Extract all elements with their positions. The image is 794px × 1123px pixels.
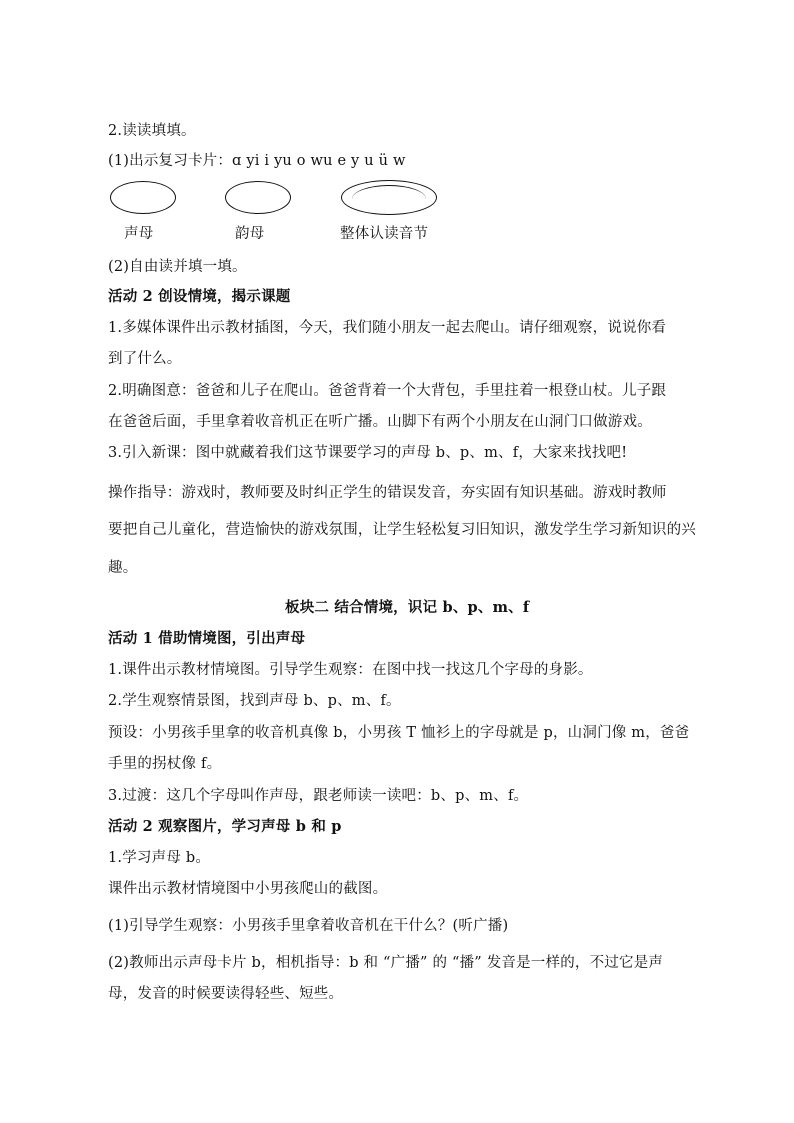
blank-ellipse-finals <box>225 181 291 214</box>
block-2-a2-p1: 1.学习声母 b。 <box>108 850 211 866</box>
block-2-a2-p1-sub: 课件出示教材情境图中小男孩爬山的截图。 <box>108 881 388 897</box>
block-2-a1-p2: 2.学生观察情景图，找到声母 b、p、m、f。 <box>108 693 401 709</box>
block-2-a2-s2-line1: (2)教师出示声母卡片 b，相机指导：b 和 “广播” 的 “播” 发音是一样的，不过它是声 <box>108 955 664 971</box>
blank-ellipse-initials <box>110 181 176 214</box>
activity-2-p1-line1: 1.多媒体课件出示教材插图，今天，我们随小朋友一起去爬山。请仔细观察，说说你看 <box>108 320 667 336</box>
activity-2-p2-line1: 2.明确图意：爸爸和儿子在爬山。爸爸背着一个大背包，手里拄着一根登山杖。儿子跟 <box>108 383 667 399</box>
block-2-a1-preset-line1: 预设：小男孩手里拿的收音机真像 b，小男孩 T 恤衫上的字母就是 p，山洞门像 m，爸爸 <box>108 725 690 741</box>
activity-2-p2-line2: 在爸爸后面，手里拿着收音机正在听广播。山脚下有两个小朋友在山洞门口做游戏。 <box>108 414 652 430</box>
activity-2-p1-line2: 到了什么。 <box>108 351 182 367</box>
guidance-line3: 趣。 <box>108 560 138 576</box>
block-2-a2-s1: (1)引导学生观察：小男孩手里拿着收音机在干什么？(听广播) <box>108 918 509 934</box>
review-card-line: (1)出示复习卡片：ɑ yi i yu o wu e y u ü w <box>108 153 406 169</box>
guidance-line2: 要把自己儿童化，营造愉快的游戏氛围，让学生轻松复习旧知识，激发学生学习新知识的兴 <box>108 522 696 538</box>
block-2-a2-s2-line2: 母，发音的时候要读得轻些、短些。 <box>108 986 344 1002</box>
label-finals: 韵母 <box>235 226 265 242</box>
section-heading: 2.读读填填。 <box>108 123 196 139</box>
block-2-a1-preset-line2: 手里的拐杖像 f。 <box>108 756 222 772</box>
label-initials: 声母 <box>124 226 154 242</box>
block-2-a1-p1: 1.课件出示教材情境图。引导学生观察：在图中找一找这几个字母的身影。 <box>108 662 593 678</box>
guidance-line1: 操作指导：游戏时，教师要及时纠正学生的错误发音，夯实固有知识基础。游戏时教师 <box>108 485 667 501</box>
block-2-activity-2-title: 活动 2 观察图片，学习声母 b 和 p <box>108 818 342 835</box>
activity-2-title: 活动 2 创设情境，揭示课题 <box>108 288 291 305</box>
label-whole-syllables: 整体认读音节 <box>340 226 429 242</box>
block-2-a1-p3: 3.过渡：这几个字母叫作声母，跟老师读一读吧：b、p、m、f。 <box>108 788 529 804</box>
block-2-activity-1-title: 活动 1 借助情境图，引出声母 <box>108 630 306 647</box>
step-2: (2)自由读并填一填。 <box>108 259 247 275</box>
activity-2-p3: 3.引入新课：图中就藏着我们这节课要学习的声母 b、p、m、f，大家来找找吧! <box>108 445 628 461</box>
block-2-title: 板块二 结合情境，识记 b、p、m、f <box>285 599 530 616</box>
